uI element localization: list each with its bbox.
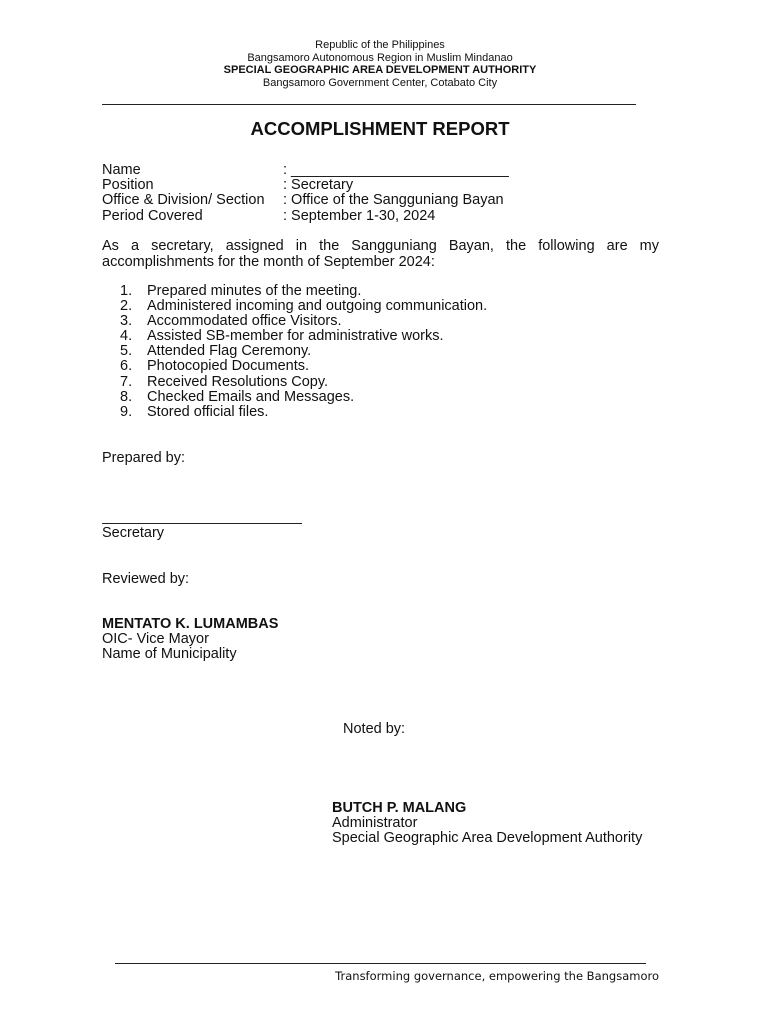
noter-block xyxy=(332,801,642,847)
list-item xyxy=(102,284,487,299)
info-row-office xyxy=(102,193,509,208)
document-title: ACCOMPLISHMENT REPORT xyxy=(250,118,510,139)
list-number: 2. xyxy=(120,298,133,315)
letterhead-address: Bangsamoro Government Center, Cotabato City xyxy=(262,76,498,89)
list-text: Received Resolutions Copy. xyxy=(147,373,329,390)
letterhead-country: Republic of the Philippines xyxy=(315,39,445,51)
list-number: 8. xyxy=(120,388,133,405)
signature-line xyxy=(102,523,302,524)
letterhead-region: Bangsamoro Autonomous Region in Muslim Mindanao xyxy=(247,51,513,64)
noter-name: BUTCH P. MALANG xyxy=(332,800,467,816)
footer-divider xyxy=(115,963,646,964)
letterhead-agency: SPECIAL GEOGRAPHIC AREA DEVELOPMENT AUTHORITY xyxy=(223,64,537,76)
header-divider xyxy=(102,104,636,105)
info-label: Position xyxy=(102,177,154,194)
list-item xyxy=(102,329,487,344)
reviewer-block xyxy=(102,617,278,663)
list-text: Assisted SB-member for administrative works. xyxy=(147,328,444,345)
list-number: 3. xyxy=(120,313,133,330)
list-item xyxy=(102,375,487,390)
info-value: : ___________________________ xyxy=(283,162,509,178)
list-text: Checked Emails and Messages. xyxy=(147,388,355,405)
reviewer-name: MENTATO K. LUMAMBAS xyxy=(102,616,279,632)
info-row-position xyxy=(102,178,509,193)
info-value: : September 1-30, 2024 xyxy=(283,207,436,224)
reviewer-position: OIC- Vice Mayor xyxy=(102,631,209,648)
reviewed-by-label: Reviewed by: xyxy=(102,571,190,587)
list-item xyxy=(102,299,487,314)
list-text: Prepared minutes of the meeting. xyxy=(147,283,362,299)
noted-by-label: Noted by: xyxy=(343,721,406,737)
list-number: 6. xyxy=(120,358,133,375)
info-value: : Office of the Sangguniang Bayan xyxy=(283,192,504,209)
list-number: 9. xyxy=(120,403,133,420)
noter-office: Special Geographic Area Development Authority xyxy=(332,830,643,847)
list-text: Attended Flag Ceremony. xyxy=(147,343,312,360)
noter-position: Administrator xyxy=(332,815,418,832)
list-number: 7. xyxy=(120,373,133,390)
list-item xyxy=(102,405,487,420)
intro-paragraph: As a secretary, assigned in the Sangguniang Bayan, the following are my accomplishments for the month of September 2024: xyxy=(102,238,659,270)
info-label: Office & Division/ Section xyxy=(102,192,265,209)
list-number: 1. xyxy=(120,283,133,299)
list-text: Photocopied Documents. xyxy=(147,358,310,375)
letterhead xyxy=(0,39,760,89)
list-item xyxy=(102,344,487,359)
list-item xyxy=(102,359,487,374)
list-number: 5. xyxy=(120,343,133,360)
list-text: Accommodated office Visitors. xyxy=(147,313,342,330)
info-value: : Secretary xyxy=(283,177,354,194)
list-number: 4. xyxy=(120,328,133,345)
footer-tagline: Transforming governance, empowering the Bangsamoro xyxy=(335,969,659,983)
preparer-title: Secretary xyxy=(102,525,165,541)
reviewer-office: Name of Municipality xyxy=(102,646,237,663)
info-row-name xyxy=(102,163,509,178)
list-text: Stored official files. xyxy=(147,403,269,420)
list-item xyxy=(102,390,487,405)
employee-info xyxy=(102,163,509,224)
info-label: Period Covered xyxy=(102,207,203,224)
prepared-by-label: Prepared by: xyxy=(102,450,186,466)
accomplishment-list xyxy=(102,284,487,420)
list-text: Administered incoming and outgoing communication. xyxy=(147,298,488,315)
info-label: Name xyxy=(102,162,141,178)
info-row-period xyxy=(102,209,509,224)
list-item xyxy=(102,314,487,329)
